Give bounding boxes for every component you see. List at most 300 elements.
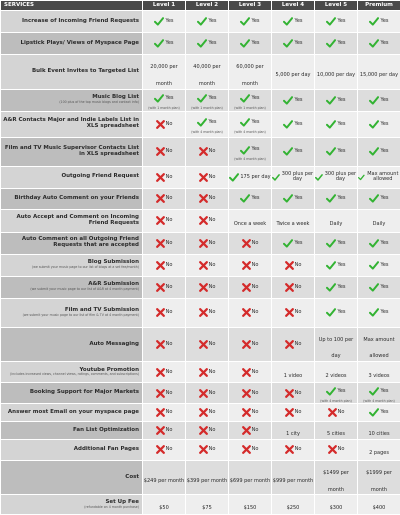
value-cell-level-1 bbox=[143, 276, 186, 298]
value-cell-level-4 bbox=[272, 33, 315, 55]
cell-text: 60,000 per month bbox=[236, 64, 263, 87]
value-cell-level-4 bbox=[272, 439, 315, 460]
checkmark-icon bbox=[369, 283, 379, 292]
cell-text: $400 bbox=[373, 505, 386, 511]
cross-icon bbox=[199, 308, 208, 317]
value-cell-level-3 bbox=[229, 137, 272, 166]
value-cell-premium bbox=[358, 209, 400, 232]
cross-icon bbox=[242, 261, 251, 270]
value-cell-level-1 bbox=[143, 111, 186, 137]
checkmark-icon bbox=[369, 17, 379, 26]
cell-label: Yes bbox=[337, 98, 345, 103]
checkmark-icon bbox=[197, 94, 207, 103]
cell-text: 5 cities bbox=[327, 431, 345, 437]
no-mark bbox=[242, 261, 259, 270]
value-cell-premium bbox=[358, 166, 400, 188]
table-row bbox=[1, 298, 400, 327]
cross-icon bbox=[199, 173, 208, 182]
checkmark-icon bbox=[240, 39, 250, 48]
cross-icon bbox=[199, 426, 208, 435]
yes-mark bbox=[154, 17, 173, 26]
no-mark bbox=[199, 340, 216, 349]
value-cell-level-2 bbox=[186, 460, 229, 495]
cell-text: 1 video bbox=[284, 373, 302, 379]
cell-label: No bbox=[295, 310, 302, 315]
cell-label: Yes bbox=[294, 41, 302, 46]
no-mark bbox=[156, 261, 173, 270]
service-cell bbox=[1, 439, 143, 460]
cell-label: No bbox=[209, 391, 216, 396]
checkmark-icon bbox=[326, 147, 336, 156]
yes-mark bbox=[197, 17, 216, 26]
cell-text: $399 per month bbox=[187, 478, 227, 484]
cell-label: Yes bbox=[294, 98, 302, 103]
premium-header: Premium bbox=[358, 1, 400, 11]
table-row bbox=[1, 137, 400, 166]
cell-label: Yes bbox=[337, 241, 345, 246]
value-cell-level-1 bbox=[143, 55, 186, 90]
table-row bbox=[1, 276, 400, 298]
service-cell bbox=[1, 276, 143, 298]
checkmark-icon bbox=[369, 120, 379, 129]
cell-label: No bbox=[166, 428, 173, 433]
service-cell bbox=[1, 33, 143, 55]
cell-label: Yes bbox=[294, 149, 302, 154]
value-cell-level-1 bbox=[143, 327, 186, 362]
no-mark bbox=[285, 340, 302, 349]
cell-text: $699 per month bbox=[230, 478, 270, 484]
service-note: (includes increased views, channel views, ratings, comments, and subscriptions) bbox=[1, 373, 139, 377]
cross-icon bbox=[285, 445, 294, 454]
value-cell-level-3 bbox=[229, 111, 272, 137]
cell-label: Yes bbox=[380, 41, 388, 46]
cell-text: $50 bbox=[159, 505, 169, 511]
no-mark bbox=[328, 408, 345, 417]
no-mark bbox=[156, 408, 173, 417]
value-cell-level-2 bbox=[186, 55, 229, 90]
value-cell-level-5 bbox=[315, 404, 358, 422]
cell-text: Twice a week bbox=[277, 221, 310, 227]
value-cell-level-4 bbox=[272, 89, 315, 111]
cell-text: 10 cities bbox=[368, 431, 389, 437]
value-cell-level-5 bbox=[315, 298, 358, 327]
checkmark-icon bbox=[197, 118, 207, 127]
cell-label: Yes bbox=[337, 310, 345, 315]
cell-label: Yes bbox=[294, 122, 302, 127]
no-mark bbox=[199, 283, 216, 292]
checkmark-icon bbox=[326, 261, 336, 270]
yes-mark bbox=[369, 96, 388, 105]
yes-mark bbox=[240, 194, 259, 203]
value-cell-level-3 bbox=[229, 362, 272, 383]
checkmark-icon bbox=[369, 308, 379, 317]
value-cell-level-5 bbox=[315, 254, 358, 276]
service-name: Fan List Optimization bbox=[1, 428, 139, 434]
yes-mark bbox=[326, 261, 345, 270]
value-cell-level-5 bbox=[315, 362, 358, 383]
value-cell-level-3 bbox=[229, 404, 272, 422]
value-cell-level-4 bbox=[272, 188, 315, 209]
cell-label: No bbox=[252, 263, 259, 268]
table-row bbox=[1, 11, 400, 33]
yes-mark bbox=[272, 172, 314, 183]
value-cell-level-5 bbox=[315, 232, 358, 254]
cross-icon bbox=[242, 389, 251, 398]
checkmark-icon bbox=[369, 39, 379, 48]
no-mark bbox=[285, 389, 302, 398]
checkmark-icon bbox=[283, 239, 293, 248]
table-row bbox=[1, 209, 400, 232]
checkmark-icon bbox=[240, 94, 250, 103]
cell-label: Yes bbox=[380, 149, 388, 154]
cell-label: Yes bbox=[251, 196, 259, 201]
cell-text: $300 bbox=[330, 505, 343, 511]
checkmark-icon bbox=[240, 194, 250, 203]
cross-icon bbox=[156, 445, 165, 454]
cell-text: $1999 per month bbox=[366, 470, 392, 493]
cross-icon bbox=[199, 194, 208, 203]
value-cell-premium bbox=[358, 495, 400, 515]
cell-label: No bbox=[338, 447, 345, 452]
value-cell-level-1 bbox=[143, 439, 186, 460]
value-cell-level-5 bbox=[315, 188, 358, 209]
cell-text: $150 bbox=[244, 505, 257, 511]
cross-icon bbox=[156, 426, 165, 435]
yes-mark bbox=[369, 239, 388, 248]
cell-label: Yes bbox=[380, 122, 388, 127]
checkmark-icon bbox=[283, 147, 293, 156]
cell-label: No bbox=[295, 410, 302, 415]
no-mark bbox=[156, 389, 173, 398]
checkmark-icon bbox=[369, 408, 379, 417]
service-cell bbox=[1, 209, 143, 232]
yes-mark bbox=[326, 17, 345, 26]
yes-mark bbox=[154, 94, 173, 103]
cell-label: No bbox=[252, 447, 259, 452]
cell-subnote: (with 1 month plan) bbox=[143, 107, 185, 110]
cell-label: No bbox=[252, 241, 259, 246]
table-row bbox=[1, 495, 400, 515]
cross-icon bbox=[242, 340, 251, 349]
value-cell-level-3 bbox=[229, 209, 272, 232]
service-name: Birthday Auto Comment on your Friends bbox=[1, 196, 139, 202]
yes-mark bbox=[154, 39, 173, 48]
cross-icon bbox=[156, 340, 165, 349]
cell-text: $249 per month bbox=[144, 478, 184, 484]
cell-text: $250 bbox=[287, 505, 300, 511]
checkmark-icon bbox=[240, 118, 250, 127]
service-name: Outgoing Friend Request bbox=[1, 174, 139, 180]
cell-label: No bbox=[209, 310, 216, 315]
value-cell-premium bbox=[358, 362, 400, 383]
cell-text: 300 plus per day bbox=[324, 172, 357, 183]
cell-label: No bbox=[209, 342, 216, 347]
cell-label: No bbox=[209, 370, 216, 375]
cell-subnote: (with 4 month plan) bbox=[186, 131, 228, 134]
no-mark bbox=[285, 308, 302, 317]
yes-mark bbox=[326, 194, 345, 203]
value-cell-level-3 bbox=[229, 298, 272, 327]
yes-mark bbox=[240, 17, 259, 26]
service-cell bbox=[1, 362, 143, 383]
level-2-header: Level 2 bbox=[186, 1, 229, 11]
table-row bbox=[1, 460, 400, 495]
table-row bbox=[1, 55, 400, 90]
yes-mark bbox=[369, 283, 388, 292]
cross-icon bbox=[156, 147, 165, 156]
cross-icon bbox=[285, 340, 294, 349]
cross-icon bbox=[199, 239, 208, 248]
cross-icon bbox=[242, 308, 251, 317]
value-cell-premium bbox=[358, 421, 400, 439]
cell-label: Yes bbox=[337, 149, 345, 154]
no-mark bbox=[242, 239, 259, 248]
checkmark-icon bbox=[326, 283, 336, 292]
cross-icon bbox=[199, 261, 208, 270]
yes-mark bbox=[369, 147, 388, 156]
yes-mark bbox=[229, 173, 270, 182]
no-mark bbox=[199, 389, 216, 398]
value-cell-premium bbox=[358, 254, 400, 276]
cell-subnote: (with 4 month plan) bbox=[358, 400, 400, 403]
cross-icon bbox=[242, 408, 251, 417]
cell-text: 3 videos bbox=[368, 373, 389, 379]
yes-mark bbox=[283, 39, 302, 48]
cross-icon bbox=[156, 389, 165, 398]
service-name: Additional Fan Pages bbox=[1, 447, 139, 453]
no-mark bbox=[199, 194, 216, 203]
cell-label: Yes bbox=[208, 120, 216, 125]
cross-icon bbox=[156, 239, 165, 248]
cross-icon bbox=[242, 368, 251, 377]
value-cell-level-4 bbox=[272, 421, 315, 439]
value-cell-level-2 bbox=[186, 89, 229, 111]
value-cell-level-1 bbox=[143, 495, 186, 515]
value-cell-premium bbox=[358, 298, 400, 327]
value-cell-level-4 bbox=[272, 166, 315, 188]
table-row bbox=[1, 362, 400, 383]
value-cell-level-2 bbox=[186, 495, 229, 515]
checkmark-icon bbox=[283, 39, 293, 48]
no-mark bbox=[242, 283, 259, 292]
cross-icon bbox=[156, 261, 165, 270]
cell-label: Yes bbox=[380, 196, 388, 201]
cross-icon bbox=[156, 308, 165, 317]
checkmark-icon bbox=[326, 120, 336, 129]
cell-label: Yes bbox=[337, 41, 345, 46]
cross-icon bbox=[156, 408, 165, 417]
cell-label: No bbox=[252, 342, 259, 347]
cell-text: 15,000 per day bbox=[360, 72, 398, 78]
service-note: (we submit your music page to our list of film & TV at 4 month payment) bbox=[1, 314, 139, 318]
cell-text: $999 per month bbox=[273, 478, 313, 484]
no-mark bbox=[285, 283, 302, 292]
value-cell-level-3 bbox=[229, 439, 272, 460]
cell-label: Yes bbox=[251, 120, 259, 125]
cross-icon bbox=[242, 445, 251, 454]
value-cell-level-4 bbox=[272, 137, 315, 166]
checkmark-icon bbox=[315, 173, 323, 182]
checkmark-icon bbox=[283, 96, 293, 105]
checkmark-icon bbox=[369, 147, 379, 156]
yes-mark bbox=[369, 120, 388, 129]
cell-label: No bbox=[166, 370, 173, 375]
services-header: SERVICES bbox=[1, 1, 143, 11]
service-name: Film and TV Submission bbox=[1, 308, 139, 314]
table-row bbox=[1, 188, 400, 209]
no-mark bbox=[156, 283, 173, 292]
no-mark bbox=[199, 445, 216, 454]
yes-mark bbox=[326, 283, 345, 292]
service-name: A&R Contacts Major and Indie Labels List in XLS spreadsheet bbox=[1, 118, 139, 130]
service-name: Auto Comment on all Outgoing Friend Requests that are accepted bbox=[1, 237, 139, 249]
value-cell-level-2 bbox=[186, 232, 229, 254]
value-cell-level-5 bbox=[315, 89, 358, 111]
yes-mark bbox=[283, 239, 302, 248]
service-cell bbox=[1, 111, 143, 137]
level-4-header: Level 4 bbox=[272, 1, 315, 11]
yes-mark bbox=[326, 120, 345, 129]
value-cell-level-5 bbox=[315, 276, 358, 298]
value-cell-level-2 bbox=[186, 404, 229, 422]
cell-label: No bbox=[295, 447, 302, 452]
cross-icon bbox=[156, 173, 165, 182]
value-cell-level-2 bbox=[186, 439, 229, 460]
no-mark bbox=[199, 408, 216, 417]
no-mark bbox=[328, 445, 345, 454]
yes-mark bbox=[315, 172, 357, 183]
cell-text: Max amount allowed bbox=[363, 337, 394, 360]
cell-label: No bbox=[295, 285, 302, 290]
cell-label: Yes bbox=[208, 19, 216, 24]
value-cell-level-4 bbox=[272, 383, 315, 404]
service-cell bbox=[1, 11, 143, 33]
value-cell-premium bbox=[358, 55, 400, 90]
level-1-header: Level 1 bbox=[143, 1, 186, 11]
value-cell-level-3 bbox=[229, 166, 272, 188]
value-cell-premium bbox=[358, 439, 400, 460]
cell-label: No bbox=[166, 196, 173, 201]
yes-mark bbox=[197, 118, 216, 127]
cross-icon bbox=[285, 261, 294, 270]
service-name: Lipstick Plays/ Views of Myspace Page bbox=[1, 41, 139, 47]
checkmark-icon bbox=[283, 120, 293, 129]
cell-label: Yes bbox=[251, 19, 259, 24]
value-cell-level-3 bbox=[229, 33, 272, 55]
value-cell-level-1 bbox=[143, 33, 186, 55]
value-cell-level-3 bbox=[229, 55, 272, 90]
yes-mark bbox=[283, 147, 302, 156]
no-mark bbox=[156, 147, 173, 156]
no-mark bbox=[156, 426, 173, 435]
cell-label: No bbox=[209, 241, 216, 246]
no-mark bbox=[242, 389, 259, 398]
cell-label: No bbox=[252, 391, 259, 396]
yes-mark bbox=[369, 39, 388, 48]
value-cell-premium bbox=[358, 404, 400, 422]
service-name: Increase of Incoming Friend Requests bbox=[1, 19, 139, 25]
cell-label: No bbox=[166, 218, 173, 223]
checkmark-icon bbox=[154, 39, 164, 48]
no-mark bbox=[199, 426, 216, 435]
cell-label: No bbox=[295, 263, 302, 268]
yes-mark bbox=[283, 96, 302, 105]
table-row bbox=[1, 89, 400, 111]
cross-icon bbox=[242, 283, 251, 292]
cell-text: 5,000 per day bbox=[276, 72, 311, 78]
cell-label: Yes bbox=[208, 41, 216, 46]
checkmark-icon bbox=[369, 194, 379, 203]
yes-mark bbox=[197, 39, 216, 48]
value-cell-level-4 bbox=[272, 55, 315, 90]
service-name: Bulk Event Invites to Targeted List bbox=[1, 69, 139, 75]
checkmark-icon bbox=[197, 39, 207, 48]
cell-subnote: (with 4 month plan) bbox=[229, 131, 271, 134]
value-cell-level-2 bbox=[186, 166, 229, 188]
cross-icon bbox=[199, 283, 208, 292]
checkmark-icon bbox=[326, 308, 336, 317]
yes-mark bbox=[326, 39, 345, 48]
value-cell-level-5 bbox=[315, 439, 358, 460]
cell-label: Yes bbox=[337, 196, 345, 201]
value-cell-level-3 bbox=[229, 188, 272, 209]
cell-label: No bbox=[209, 149, 216, 154]
no-mark bbox=[199, 368, 216, 377]
table-row bbox=[1, 254, 400, 276]
checkmark-icon bbox=[240, 146, 250, 155]
cross-icon bbox=[285, 389, 294, 398]
value-cell-premium bbox=[358, 111, 400, 137]
value-cell-level-4 bbox=[272, 495, 315, 515]
cell-text: Once a week bbox=[234, 221, 266, 227]
cross-icon bbox=[156, 216, 165, 225]
service-name: Answer most Email on your myspace page bbox=[1, 410, 139, 416]
cell-label: Yes bbox=[337, 285, 345, 290]
value-cell-level-3 bbox=[229, 254, 272, 276]
value-cell-level-4 bbox=[272, 209, 315, 232]
cross-icon bbox=[199, 147, 208, 156]
value-cell-level-2 bbox=[186, 254, 229, 276]
cell-label: No bbox=[252, 428, 259, 433]
cell-label: No bbox=[166, 285, 173, 290]
value-cell-level-2 bbox=[186, 11, 229, 33]
value-cell-level-5 bbox=[315, 111, 358, 137]
no-mark bbox=[242, 426, 259, 435]
value-cell-level-4 bbox=[272, 460, 315, 495]
no-mark bbox=[242, 368, 259, 377]
cell-label: No bbox=[166, 410, 173, 415]
no-mark bbox=[156, 340, 173, 349]
cell-label: No bbox=[209, 428, 216, 433]
value-cell-level-1 bbox=[143, 254, 186, 276]
yes-mark bbox=[326, 308, 345, 317]
value-cell-level-3 bbox=[229, 383, 272, 404]
cell-text: 175 per day bbox=[240, 175, 270, 180]
value-cell-level-5 bbox=[315, 166, 358, 188]
cell-label: No bbox=[166, 342, 173, 347]
value-cell-level-2 bbox=[186, 327, 229, 362]
cell-label: No bbox=[252, 370, 259, 375]
cross-icon bbox=[285, 308, 294, 317]
service-name: Set Up Fee bbox=[1, 500, 139, 506]
value-cell-level-3 bbox=[229, 327, 272, 362]
no-mark bbox=[156, 308, 173, 317]
service-cell bbox=[1, 404, 143, 422]
cross-icon bbox=[156, 120, 165, 129]
cell-label: No bbox=[338, 410, 345, 415]
no-mark bbox=[242, 340, 259, 349]
yes-mark bbox=[240, 39, 259, 48]
